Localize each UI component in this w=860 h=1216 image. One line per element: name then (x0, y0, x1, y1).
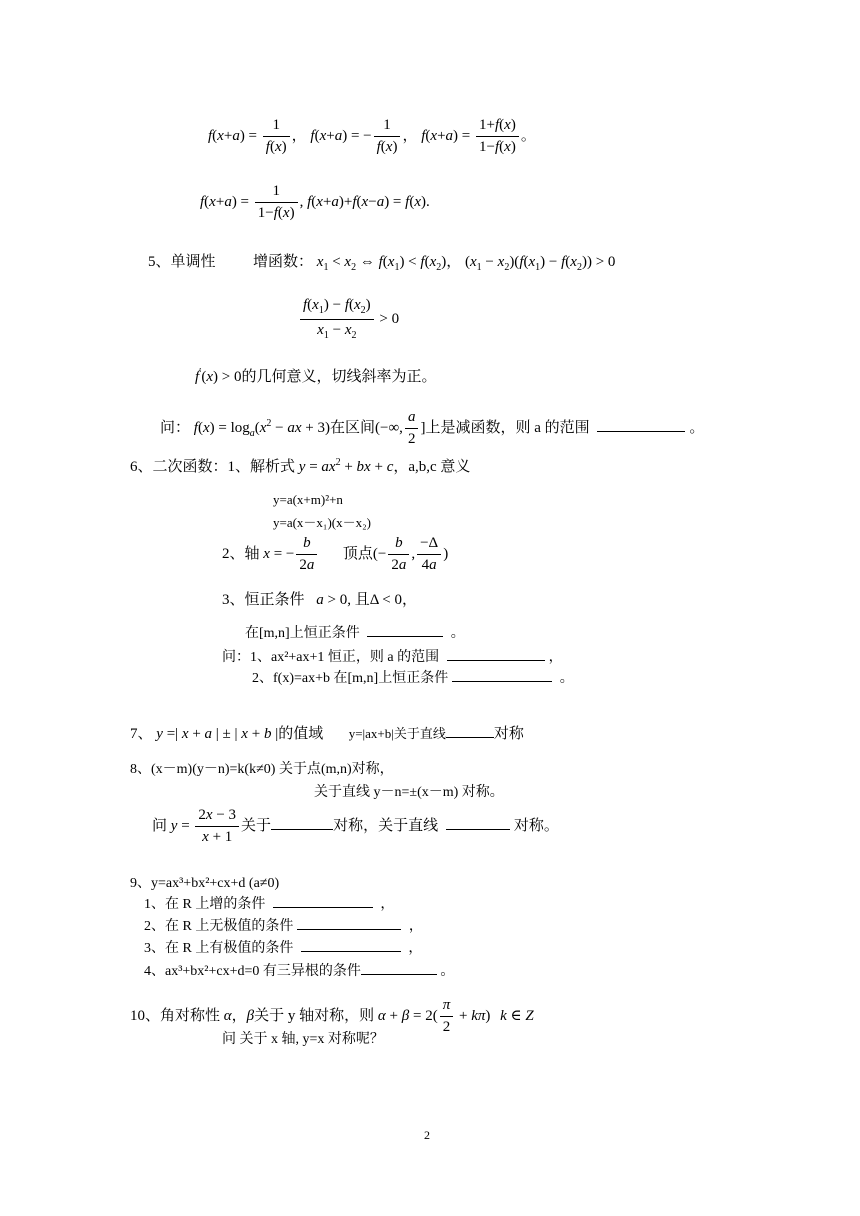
form-roots: y=a(x－x₁)(x－x₂) (273, 515, 371, 530)
angle-sym: 关于 y 轴对称，则 (254, 1007, 375, 1024)
axis-label: 2、轴 (222, 545, 260, 562)
q10: 问 关于 x 轴, y=x 对称呢？ (222, 1032, 384, 1047)
answer-blank[interactable] (447, 659, 545, 661)
q8-mid2: 对称，关于直线 (333, 817, 439, 834)
range-text: 的值域 (278, 726, 324, 742)
page-number: 2 (424, 1128, 430, 1142)
q6-2: 2、f(x)=ax+b 在[m,n]上恒正条件 (252, 671, 449, 686)
q9-3: 3、在 R 上有极值的条件 (144, 941, 294, 956)
q9-1-line: 1、在 R 上增的条件 ， (144, 897, 395, 912)
answer-blank[interactable] (301, 950, 401, 952)
q9-3-line: 3、在 R 上有极值的条件 ， (144, 941, 423, 956)
heading-9: 9、y=ax³+bx²+cx+d (a≠0) (130, 876, 280, 891)
q9-1: 1、在 R 上增的条件 (144, 897, 266, 912)
pos-cond-label: 3、恒正条件 (222, 592, 305, 608)
question-log: 问： $f(x) = \log_a(x^2$ − ax + 3)在区间(−∞, $\frac{a}{2}$ ]上是减函数，则 a 的范围 。 (160, 409, 705, 447)
form-vertex: y=a(x+m)²+n (273, 492, 343, 507)
formula-period-2: f(x+a) = $\frac{1}{1-f(x)}$ , f(x+a)+f(x−a) = f(x). (200, 183, 430, 221)
q6-1-line: 问：1、ax²+ax+1 恒正，则 a 的范围 ， (222, 650, 563, 665)
derivative-line: f′(x) > 0的几何意义，切线斜率为正。 (195, 367, 437, 385)
heading-6-text: 6、二次函数：1、解析式 (130, 459, 296, 475)
pos-cond-line: 3、恒正条件 a > 0, 且Δ < 0， (222, 592, 418, 608)
q-log-mid: 在区间 (330, 419, 376, 436)
q8-mid1: 关于 (241, 817, 272, 834)
heading-8: 8、(x－m)(y－n)=k(k≠0) 关于点(m,n)对称， (130, 762, 394, 777)
abc-meaning: ，a,b,c 意义 (393, 459, 471, 475)
q8-end: 对称。 (513, 817, 559, 834)
answer-blank[interactable] (297, 928, 401, 930)
answer-blank[interactable] (271, 828, 333, 830)
q9-2-line: 2、在 R 上无极值的条件 ， (144, 919, 423, 934)
q9-4-line: 4、ax³+bx²+cx+d=0 有三异根的条件 。 (144, 964, 455, 979)
answer-blank[interactable] (367, 635, 443, 637)
q6-2-line: 2、f(x)=ax+b 在[m,n]上恒正条件 。 (252, 671, 574, 686)
section-5-heading: 5、单调性 增函数： $x_1 < x_2$ ⇔ $f(x_1) < f(x_2)$， $(x_1 - x_2)(f(x_1) - f(x_2)) > 0$ (148, 254, 616, 273)
geom-meaning-text: 的几何意义，切线斜率为正。 (241, 369, 437, 385)
q8-line: 问 y = $\frac{2x - 3}{x + 1}$ 关于 对称，关于直线 对称。 (152, 807, 559, 845)
answer-blank[interactable] (597, 430, 685, 432)
pos-cond-mn-line: 在[m,n]上恒正条件 。 (245, 626, 465, 641)
answer-blank[interactable] (273, 906, 373, 908)
pos-cond-mn: 在[m,n]上恒正条件 (245, 626, 360, 641)
section-6-heading: 6、二次函数：1、解析式 $y = ax^2$ + bx + c，a,b,c 意义 (130, 457, 471, 475)
line8-2: 关于直线 y－n=±(x－m) 对称。 (314, 785, 504, 800)
answer-blank[interactable] (452, 680, 552, 682)
sym-word: 对称 (493, 726, 524, 742)
heading-7: 7、 (130, 726, 153, 742)
answer-blank[interactable] (446, 828, 510, 830)
q-log-end: 。 (689, 419, 705, 436)
section-10-line: 10、角对称性 α，β关于 y 轴对称，则 α + β = 2( $\frac{\pi}{2}$ + kπ) k ∈ Z (130, 997, 534, 1035)
abs-sym: y=|ax+b|关于直线 (348, 726, 446, 741)
answer-blank[interactable] (361, 973, 437, 975)
increasing-label: 增函数： (253, 254, 314, 270)
q9-2: 2、在 R 上无极值的条件 (144, 919, 294, 934)
q-log-suffix: 上是减函数，则 a 的范围 (425, 419, 590, 436)
vertex-label: 顶点 (342, 545, 373, 562)
q8-prefix: 问 (152, 817, 168, 834)
heading-10: 10、角对称性 (130, 1007, 221, 1024)
q-log-prefix: 问： (160, 419, 191, 436)
formula-period-1: f(x+a) = $\frac{1}{f(x)}$ ， f(x+a) = − $\frac{1}{f(x)}$ ， f(x+a) = $\frac{1+f(x)}{1-f(x)}$ 。 (208, 117, 536, 155)
heading-5-text: 5、单调性 (148, 254, 216, 270)
q9-4: 4、ax³+bx²+cx+d=0 有三异根的条件 (144, 964, 361, 979)
answer-blank[interactable] (446, 736, 494, 738)
q6-1: 问：1、ax²+ax+1 恒正，则 a 的范围 (222, 650, 440, 665)
formula-diff-quotient: $\frac{f(x_1) - f(x_2)}{x_1 - x_2}$ > 0 (298, 298, 399, 341)
axis-vertex-line: 2、轴 x = − $\frac{b}{2a}$ 顶点(− $\frac{b}{2a}$ , $\frac{-\Delta}{4a}$ ) (222, 535, 449, 573)
section-7-line: 7、 y =| x + a | ± | x + b |的值域 y=|ax+b|关于直线 对称 (130, 726, 524, 742)
